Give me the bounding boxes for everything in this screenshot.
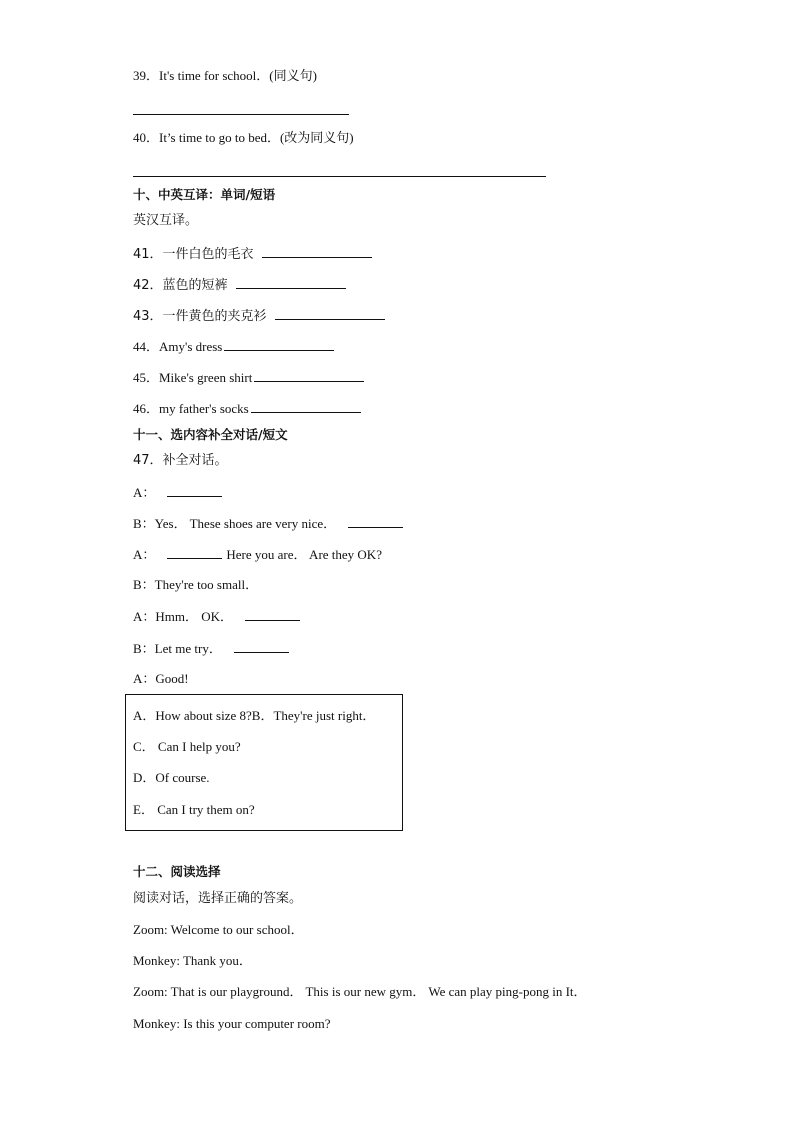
item-42: [133, 276, 346, 294]
dialogue-line-3: [133, 546, 382, 563]
dialogue-line-2-text: B：Yes． These shoes are very nice．: [133, 516, 337, 531]
item-41: [133, 245, 372, 263]
question-40: 40．It’s time to go to bed．(改为同义句): [133, 130, 354, 145]
item-42-text: 42．蓝色的短裤: [133, 278, 228, 293]
dialogue-blank-5[interactable]: [245, 608, 300, 621]
item-43-text: 43．一件黄色的夹克衫: [133, 309, 267, 324]
question-47: 47．补全对话。: [133, 453, 228, 468]
dialogue-line-5: [133, 608, 300, 625]
dialogue-line-1-text: A：: [133, 485, 156, 500]
dialogue-line-7: A：Good!: [133, 671, 189, 686]
item-46: [133, 400, 361, 417]
answer-blank-42[interactable]: [236, 276, 346, 289]
section-11-title: 十一、选内容补全对话/短文: [133, 427, 288, 442]
dialogue-line-4-text: B：They're too small．: [133, 577, 259, 592]
answer-blank-44[interactable]: [224, 338, 334, 351]
dialogue-line-1: [133, 484, 222, 501]
item-41-text: 41．一件白色的毛衣: [133, 247, 254, 262]
dialogue-blank-2[interactable]: [348, 515, 403, 528]
section-10-title: 十、中英互译：单词/短语: [133, 187, 276, 202]
options-box: [125, 694, 403, 831]
dialogue-line-3-text: A：: [133, 547, 156, 562]
answer-blank-43[interactable]: [275, 307, 385, 320]
dialogue-line-4: [133, 577, 258, 593]
reading-line-2: Monkey: Thank you．: [133, 953, 252, 968]
reading-line-3: Zoom: That is our playground． This is our new gym． We can play ping-pong in It．: [133, 984, 587, 999]
answer-blank-41[interactable]: [262, 245, 372, 258]
dialogue-line-3-after: Here you are． Are they OK?: [226, 547, 382, 562]
answer-line-40[interactable]: [133, 176, 546, 177]
item-46-text: 46．my father's socks: [133, 401, 249, 416]
item-43: [133, 307, 385, 325]
reading-line-4: Monkey: Is this your computer room?: [133, 1016, 331, 1031]
option-e: E． Can I try them on?: [133, 802, 255, 817]
dialogue-blank-3[interactable]: [167, 546, 222, 559]
dialogue-line-5-text: A：Hmm． OK．: [133, 609, 234, 624]
section-10-instruction: 英汉互译。: [133, 213, 199, 228]
answer-blank-46[interactable]: [251, 400, 361, 413]
option-d: D．Of course.: [133, 770, 210, 785]
item-45: [133, 369, 364, 386]
dialogue-blank-1[interactable]: [167, 484, 222, 497]
dialogue-line-6: [133, 640, 289, 657]
section-12-instruction: 阅读对话，选择正确的答案。: [133, 891, 303, 906]
question-39: 39．It's time for school．(同义句): [133, 68, 317, 83]
item-44-text: 44．Amy's dress: [133, 339, 223, 354]
option-a-b: A．How about size 8?B．They're just right．: [133, 708, 376, 723]
answer-blank-45[interactable]: [254, 369, 364, 382]
dialogue-blank-6[interactable]: [234, 640, 289, 653]
answer-line-39[interactable]: [133, 114, 349, 115]
section-12-title: 十二、阅读选择: [133, 864, 221, 879]
item-44: [133, 338, 334, 355]
dialogue-line-2: [133, 515, 403, 532]
dialogue-line-6-text: B：Let me try．: [133, 641, 222, 656]
item-45-text: 45．Mike's green shirt: [133, 370, 253, 385]
option-c: C． Can I help you?: [133, 739, 241, 754]
reading-line-1: Zoom: Welcome to our school．: [133, 922, 304, 937]
